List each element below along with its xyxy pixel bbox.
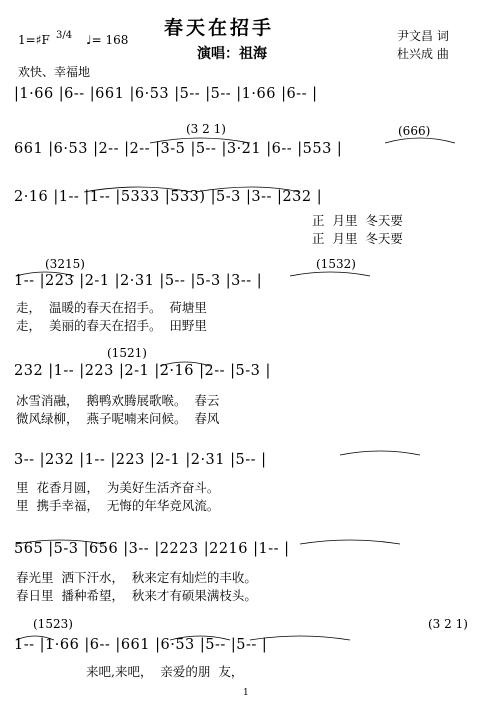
notation-line-5: 232 |1-- |223 |2-1 |2·16 |2-- |5-3 | bbox=[14, 363, 271, 379]
expression-marking: 欢快、幸福地 bbox=[18, 65, 91, 79]
lyric-verse-2: 微风绿柳， 燕子呢喃来问候。 春风 bbox=[16, 411, 220, 426]
lyricist-credit: 尹文昌 词 bbox=[397, 29, 449, 43]
notation-line-2: 661 |6·53 |2-- |2-- |3-5 |5-- |3·21 |6-- |553 | bbox=[14, 141, 343, 157]
key-signature: 1=♯F bbox=[18, 33, 50, 47]
annotation: (1523) bbox=[33, 617, 73, 631]
song-title: 春天在招手 bbox=[164, 17, 275, 39]
lyric-verse-2: 正 月里 冬天要 bbox=[312, 231, 403, 246]
annotation: (666) bbox=[398, 124, 431, 138]
annotation: (3215) bbox=[45, 257, 85, 271]
lyric-verse-1: 正 月里 冬天要 bbox=[312, 213, 403, 228]
page-number: 1 bbox=[243, 688, 249, 698]
lyric-verse-1: 里 花香月圆， 为美好生活齐奋斗。 bbox=[16, 480, 220, 495]
annotation: (3 2 1) bbox=[186, 122, 226, 136]
notation-line-1: |1·66 |6-- |661 |6·53 |5-- |5-- |1·66 |6-- | bbox=[14, 86, 318, 102]
notation-line-7: 565 |5-3 |656 |3-- |2223 |2216 |1-- | bbox=[14, 541, 290, 557]
lyric-verse-1: 走， 温暖的春天在招手。 荷塘里 bbox=[16, 300, 207, 315]
tempo-marking: ♩= 168 bbox=[86, 33, 129, 47]
annotation: (3 2 1) bbox=[428, 617, 468, 631]
notation-line-8: 1-- |1·66 |6-- |661 |6·53 |5-- |5-- | bbox=[14, 637, 268, 653]
lyric-verse-2: 走， 美丽的春天在招手。 田野里 bbox=[16, 318, 207, 333]
singer-credit: 演唱：祖海 bbox=[197, 46, 267, 62]
lyric-verse-2: 里 携手幸福， 无悔的年华竞风流。 bbox=[16, 498, 220, 513]
time-signature: 3/4 bbox=[56, 30, 73, 41]
lyric-verse-1: 来吧,来吧， 亲爱的朋 友， bbox=[86, 664, 244, 679]
composer-credit: 杜兴成 曲 bbox=[397, 47, 449, 61]
notation-line-4: 1-- |223 |2-1 |2·31 |5-- |5-3 |3-- | bbox=[14, 273, 263, 289]
notation-line-3: 2·16 |1-- |1-- |5333 |533) |5-3 |3-- |232 | bbox=[14, 189, 323, 205]
lyric-verse-1: 冰雪消融， 鹅鸭欢腾展歌喉。 春云 bbox=[16, 393, 220, 408]
annotation: (1532) bbox=[316, 257, 356, 271]
notation-line-6: 3-- |232 |1-- |223 |2-1 |2·31 |5-- | bbox=[14, 452, 267, 468]
annotation: (1521) bbox=[107, 346, 147, 360]
lyric-verse-2: 春日里 播种希望， 秋来才有硕果满枝头。 bbox=[16, 588, 257, 603]
lyric-verse-1: 春光里 洒下汗水， 秋来定有灿烂的丰收。 bbox=[16, 570, 257, 585]
